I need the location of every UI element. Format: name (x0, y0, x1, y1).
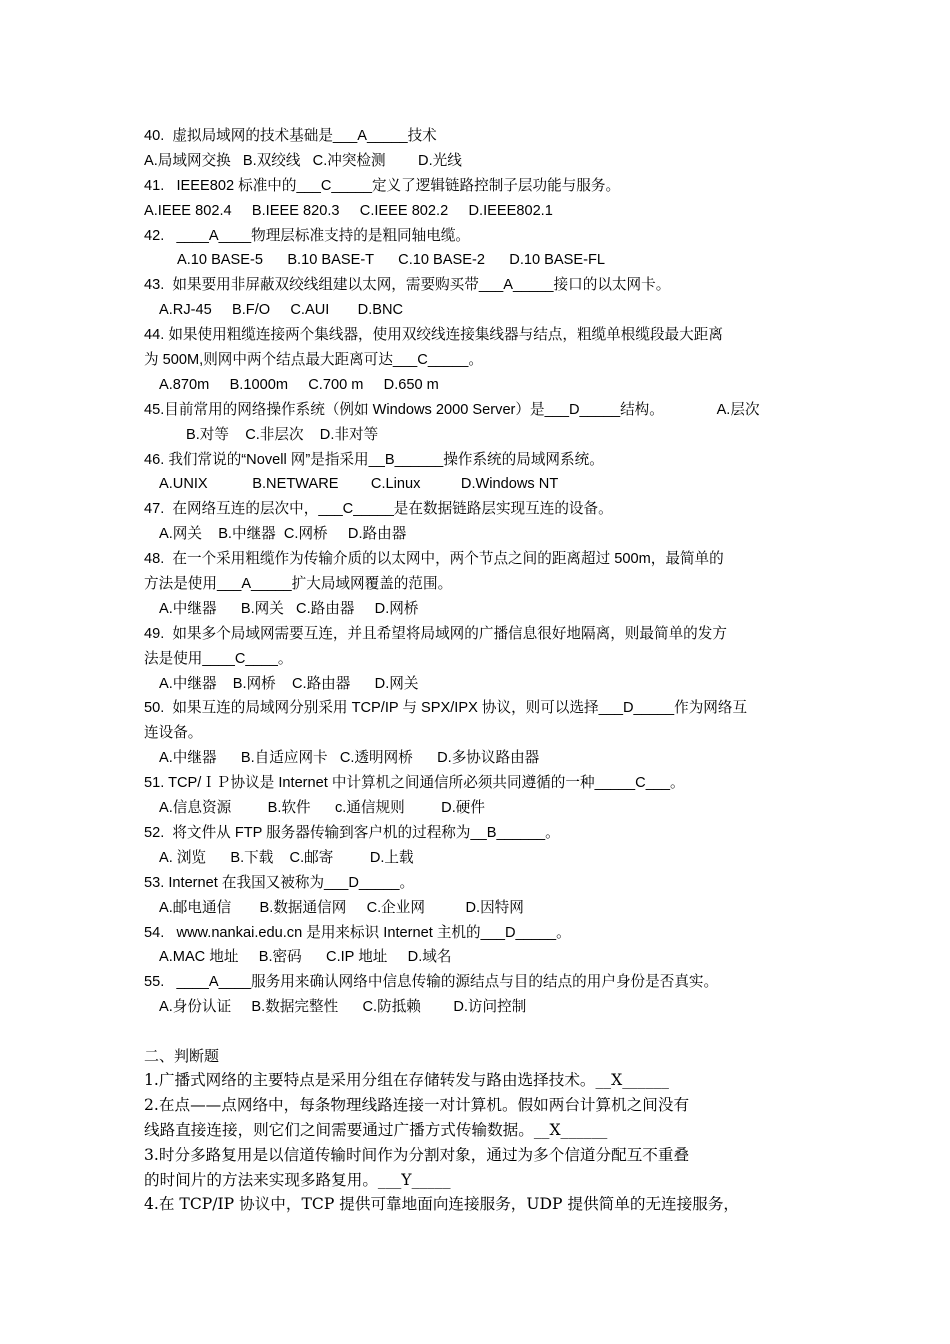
question-48-line-2: 方法是使用___A_____扩大局域网覆盖的范围。 (144, 576, 453, 593)
options-43: A.RJ-45 B.F/O C.AUI D.BNC (159, 302, 404, 319)
options-53: A.邮电通信 B.数据通信网 C.企业网 D.因特网 (159, 899, 524, 916)
blank-line (144, 1020, 814, 1045)
options-50: A.中继器 B.自适应网卡 C.透明网桥 D.多协议路由器 (159, 750, 540, 767)
judgment-1: 1.广播式网络的主要特点是采用分组在存储转发与路由选择技术。__X______ (144, 1070, 669, 1089)
question-41: 41. IEEE802 标准中的___C_____定义了逻辑链路控制子层功能与服务。 (144, 177, 621, 194)
question-47: 47. 在网络互连的层次中，___C_____是在数据链路层实现互连的设备。 (144, 501, 613, 518)
options-51: A.信息资源 B.软件 c.通信规则 D.硬件 (159, 800, 485, 817)
question-55: 55. ____A____服务用来确认网络中信息传输的源结点与目的结点的用户身份是否真实。 (144, 974, 719, 991)
options-54: A.MAC 地址 B.密码 C.IP 地址 D.域名 (159, 949, 452, 966)
question-44-line-2: 为 500M,则网中两个结点最大距离可达___C_____。 (144, 352, 483, 369)
section-title: 二、判断题 (144, 1046, 220, 1065)
judgment-3-line-2: 的时间片的方法来实现多路复用。___Y_____ (144, 1170, 451, 1189)
options-48: A.中继器 B.网关 C.路由器 D.网桥 (159, 600, 419, 617)
options-42: A.10 BASE-5 B.10 BASE-T C.10 BASE-2 D.10 BASE-FL (177, 252, 605, 269)
question-45: 45.目前常用的网络操作系统（例如 Windows 2000 Server）是___D_____结构。 A.层次 (144, 401, 760, 418)
question-54: 54. www.nankai.edu.cn 是用来标识 Internet 主机的___D_____。 (144, 924, 571, 941)
options-52: A. 浏览 B.下载 C.邮寄 D.上载 (159, 849, 414, 866)
question-44-line-1: 44. 如果使用粗缆连接两个集线器，使用双绞线连接集线器与结点，粗缆单根缆段最大距离 (144, 327, 723, 344)
options-55: A.身份认证 B.数据完整性 C.防抵赖 D.访问控制 (159, 999, 527, 1016)
options-47: A.网关 B.中继器 C.网桥 D.路由器 (159, 526, 407, 543)
question-43: 43. 如果要用非屏蔽双绞线组建以太网，需要购买带___A_____接口的以太网卡。 (144, 277, 671, 294)
judgment-4-line-1: 4.在 TCP/IP 协议中，TCP 提供可靠地面向连接服务，UDP 提供简单的无连接服务， (144, 1195, 740, 1214)
options-46: A.UNIX B.NETWARE C.Linux D.Windows NT (159, 476, 559, 493)
options-45: B.对等 C.非层次 D.非对等 (186, 426, 379, 443)
question-40: 40. 虚拟局域网的技术基础是___A_____技术 (144, 128, 437, 144)
options-44: A.870m B.1000m C.700 m D.650 m (159, 376, 439, 393)
question-48-line-1: 48. 在一个采用粗缆作为传输介质的以太网中，两个节点之间的距离超过 500m，最简单的 (144, 551, 724, 568)
document-body (144, 124, 814, 1217)
question-51: 51. TCP/ＩＰ协议是 Internet 中计算机之间通信所必须共同遵循的一种_____C___。 (144, 775, 685, 792)
question-50-line-1: 50. 如果互连的局域网分别采用 TCP/IP 与 SPX/IPX 协议，则可以选择___D_____作为网络互 (144, 700, 748, 717)
question-46: 46. 我们常说的“Novell 网”是指采用__B______操作系统的局域网系统。 (144, 451, 604, 468)
options-40: A.局域网交换 B.双绞线 C.冲突检测 D.光线 (144, 152, 462, 169)
options-41: A.IEEE 802.4 B.IEEE 820.3 C.IEEE 802.2 D.IEEE802.1 (144, 202, 553, 219)
question-49-line-1: 49. 如果多个局域网需要互连，并且希望将局域网的广播信息很好地隔离，则最简单的发方 (144, 625, 727, 642)
question-42: 42. ____A____物理层标准支持的是粗同轴电缆。 (144, 227, 471, 244)
options-49: A.中继器 B.网桥 C.路由器 D.网关 (159, 675, 419, 692)
question-49-line-2: 法是使用____C____。 (144, 650, 293, 667)
question-52: 52. 将文件从 FTP 服务器传输到客户机的过程称为__B______。 (144, 824, 560, 841)
question-53: 53. Internet 在我国又被称为___D_____。 (144, 874, 415, 891)
judgment-2-line-1: 2.在点——点网络中，每条物理线路连接一对计算机。假如两台计算机之间没有 (144, 1095, 690, 1114)
question-50-line-2: 连设备。 (144, 725, 203, 742)
judgment-3-line-1: 3.时分多路复用是以信道传输时间作为分割对象，通过为多个信道分配互不重叠 (144, 1145, 690, 1164)
judgment-2-line-2: 线路直接连接，则它们之间需要通过广播方式传输数据。__X______ (144, 1120, 608, 1139)
